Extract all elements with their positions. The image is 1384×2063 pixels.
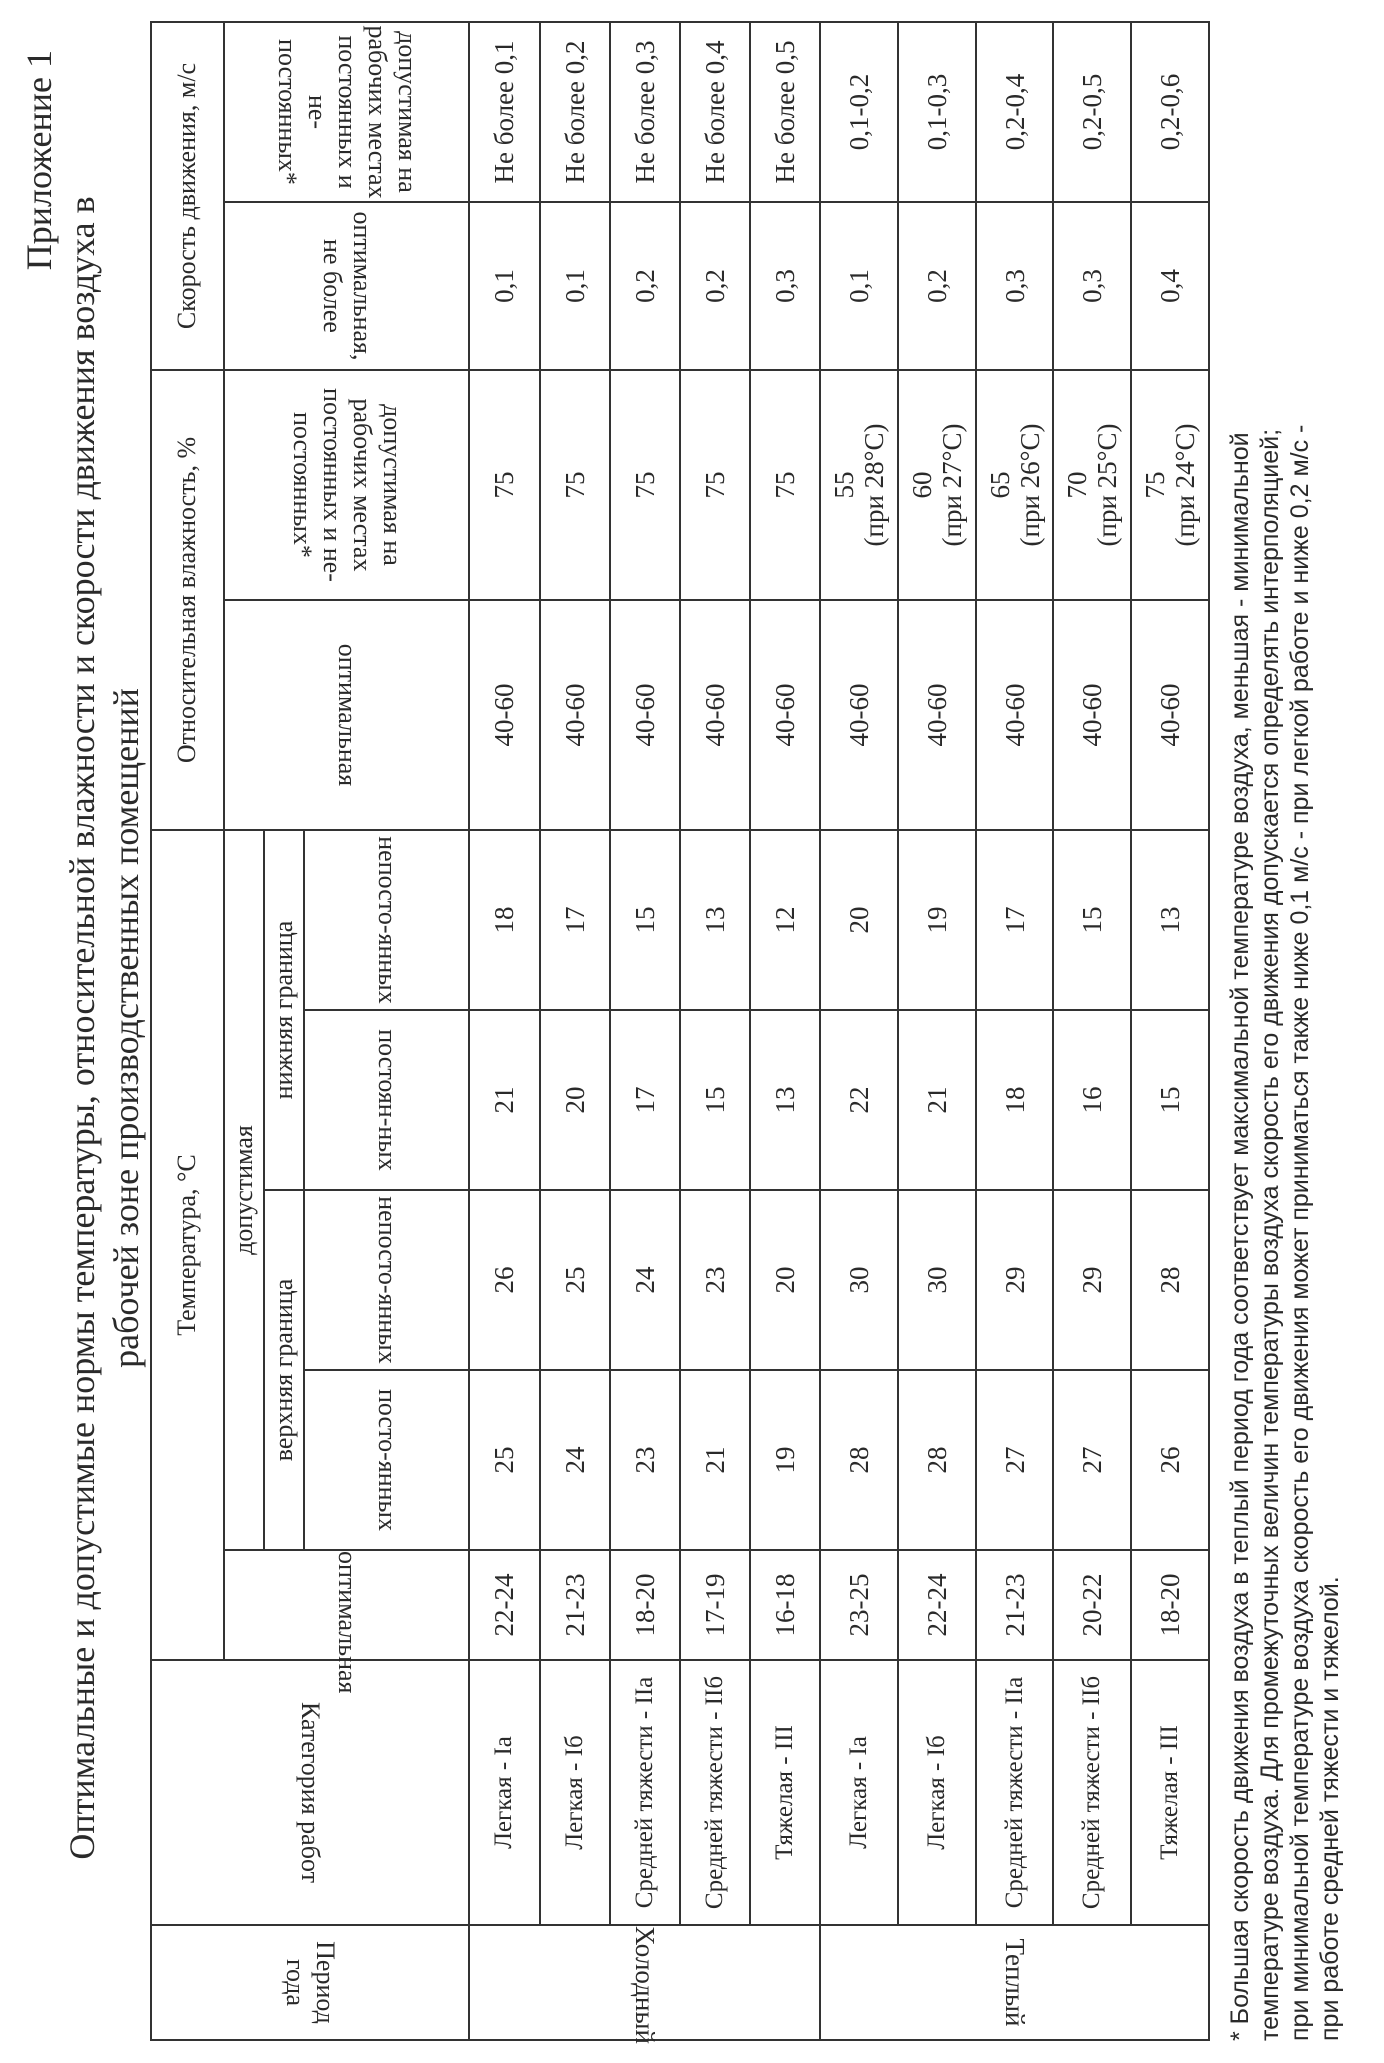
- humidity-optimal-cell: 40-60: [976, 600, 1054, 830]
- category-cell: Средней тяжести - IIб: [680, 1660, 750, 1925]
- temp-upper-nonpermanent-cell: 28: [1131, 1190, 1209, 1370]
- humidity-allowed-cell: [976, 370, 1054, 600]
- speed-optimal-cell: 0,4: [1131, 202, 1209, 370]
- header-upper-permanent: посто-янных: [304, 1370, 469, 1550]
- temp-optimal-cell: 21-23: [540, 1550, 610, 1660]
- category-cell: Тяжелая - III: [750, 1660, 820, 1925]
- speed-allowed-cell: 0,1-0,2: [820, 22, 898, 202]
- category-cell: Средней тяжести - IIб: [1053, 1660, 1131, 1925]
- temp-lower-permanent-cell: 21: [469, 1010, 539, 1190]
- speed-optimal-cell: 0,1: [820, 202, 898, 370]
- norms-table: [150, 21, 1210, 2044]
- header-upper-bound: верхняя граница: [264, 1190, 304, 1550]
- temp-optimal-cell: 18-20: [1131, 1550, 1209, 1660]
- humidity-allowed-value: 60: [906, 471, 937, 499]
- humidity-allowed-condition: (при 26°С): [1014, 423, 1045, 547]
- speed-optimal-cell: 0,2: [680, 202, 750, 370]
- humidity-allowed-cell: 75: [540, 370, 610, 600]
- table-row: [750, 22, 820, 2040]
- humidity-optimal-cell: 40-60: [898, 600, 976, 830]
- temp-optimal-cell: 20-22: [1053, 1550, 1131, 1660]
- temp-lower-nonpermanent-cell: 20: [820, 830, 898, 1010]
- humidity-allowed-cell: [898, 370, 976, 600]
- temp-upper-permanent-cell: 28: [898, 1370, 976, 1550]
- humidity-allowed-condition: (при 27°С): [936, 423, 967, 547]
- temp-lower-nonpermanent-cell: 13: [1131, 830, 1209, 1010]
- temp-lower-nonpermanent-cell: 17: [976, 830, 1054, 1010]
- header-temp-optimal: оптимальная: [224, 1550, 470, 1660]
- speed-allowed-cell: Не более 0,4: [680, 22, 750, 202]
- temp-optimal-cell: 23-25: [820, 1550, 898, 1660]
- temp-lower-permanent-cell: 15: [1131, 1010, 1209, 1190]
- humidity-allowed-cell: 75: [680, 370, 750, 600]
- header-lower-permanent: постоян-ных: [304, 1010, 469, 1190]
- humidity-allowed-cell: [1131, 370, 1209, 600]
- temp-lower-nonpermanent-cell: 12: [750, 830, 820, 1010]
- humidity-allowed-value: 70: [1062, 471, 1093, 499]
- temp-upper-permanent-cell: 25: [469, 1370, 539, 1550]
- temp-upper-permanent-cell: 27: [1053, 1370, 1131, 1550]
- temp-upper-permanent-cell: 24: [540, 1370, 610, 1550]
- temp-lower-nonpermanent-cell: 19: [898, 830, 976, 1010]
- header-temperature: Температура, °С: [151, 830, 224, 1660]
- speed-allowed-cell: Не более 0,5: [750, 22, 820, 202]
- table-row: [976, 22, 1054, 2040]
- temp-lower-nonpermanent-cell: 17: [540, 830, 610, 1010]
- header-humidity-allowed: допустимая на рабочих местах постоянных и не-постоянных*: [224, 370, 470, 600]
- temp-upper-permanent-cell: 21: [680, 1370, 750, 1550]
- header-humidity-optimal: оптимальная: [224, 600, 470, 830]
- temp-upper-permanent-cell: 27: [976, 1370, 1054, 1550]
- humidity-allowed-cell: 75: [610, 370, 680, 600]
- header-category: Категория работ: [151, 1660, 469, 1925]
- humidity-allowed-cell: 75: [750, 370, 820, 600]
- speed-allowed-cell: Не более 0,3: [610, 22, 680, 202]
- title-line-1: Оптимальные и допустимые нормы температуры, относительной влажности и скорости движения воздуха в: [62, 196, 102, 1860]
- table-row: [610, 22, 680, 2040]
- speed-optimal-cell: 0,2: [898, 202, 976, 370]
- speed-optimal-cell: 0,1: [469, 202, 539, 370]
- temp-lower-permanent-cell: 15: [680, 1010, 750, 1190]
- temp-lower-permanent-cell: 21: [898, 1010, 976, 1190]
- table-row: [898, 22, 976, 2040]
- speed-allowed-cell: 0,2-0,6: [1131, 22, 1209, 202]
- speed-optimal-cell: 0,3: [750, 202, 820, 370]
- humidity-optimal-cell: 40-60: [540, 600, 610, 830]
- temp-upper-nonpermanent-cell: 30: [820, 1190, 898, 1370]
- category-cell: Легкая - Iа: [469, 1660, 539, 1925]
- temp-lower-permanent-cell: 20: [540, 1010, 610, 1190]
- table-row: [540, 22, 610, 2040]
- table-row: [820, 22, 898, 2040]
- temp-optimal-cell: 16-18: [750, 1550, 820, 1660]
- category-cell: Легкая - Iб: [898, 1660, 976, 1925]
- header-speed-allowed: допустимая на рабочих местах постоянных и не-постоянных*: [224, 22, 470, 202]
- temp-lower-permanent-cell: 22: [820, 1010, 898, 1190]
- category-cell: Легкая - Iб: [540, 1660, 610, 1925]
- footnote-line: при работе средней тяжести и тяжелой.: [1316, 1576, 1344, 2041]
- temp-optimal-cell: 18-20: [610, 1550, 680, 1660]
- humidity-allowed-condition: (при 28°С): [859, 423, 890, 547]
- period-warm-cell: Теплый: [820, 1925, 1209, 2040]
- temp-upper-permanent-cell: 19: [750, 1370, 820, 1550]
- speed-allowed-cell: Не более 0,2: [540, 22, 610, 202]
- footnote-line: * Большая скорость движения воздуха в теплый период года соответствует максимальной температуре воздуха, меньшая - минимальной: [1226, 432, 1254, 2041]
- temp-lower-nonpermanent-cell: 13: [680, 830, 750, 1010]
- temp-lower-permanent-cell: 16: [1053, 1010, 1131, 1190]
- document-title: [60, 53, 148, 2003]
- temp-upper-permanent-cell: 26: [1131, 1370, 1209, 1550]
- speed-optimal-cell: 0,1: [540, 202, 610, 370]
- header-speed-optimal: оптимальная, не более: [224, 202, 470, 370]
- header-humidity: Относительная влажность, %: [151, 370, 224, 830]
- temp-lower-nonpermanent-cell: 15: [610, 830, 680, 1010]
- temp-upper-permanent-cell: 23: [610, 1370, 680, 1550]
- humidity-optimal-cell: 40-60: [820, 600, 898, 830]
- humidity-optimal-cell: 40-60: [469, 600, 539, 830]
- humidity-allowed-cell: [1053, 370, 1131, 600]
- humidity-allowed-cell: [820, 370, 898, 600]
- category-cell: Тяжелая - III: [1131, 1660, 1209, 1925]
- speed-allowed-cell: 0,1-0,3: [898, 22, 976, 202]
- humidity-optimal-cell: 40-60: [610, 600, 680, 830]
- appendix-label: Приложение 1: [19, 50, 59, 271]
- header-temp-allowed: допустимая: [224, 830, 264, 1550]
- table-row: [1053, 22, 1131, 2040]
- header-upper-nonpermanent: непосто-янных: [304, 1190, 469, 1370]
- temp-optimal-cell: 22-24: [469, 1550, 539, 1660]
- temp-lower-nonpermanent-cell: 18: [469, 830, 539, 1010]
- footnote-line: температуре воздуха. Для промежуточных величин температуры воздуха скорость его движения допускается определять интерполяцией;: [1256, 428, 1284, 2041]
- table-row: [469, 22, 539, 2040]
- category-cell: Средней тяжести - IIа: [610, 1660, 680, 1925]
- humidity-allowed-value: 65: [984, 471, 1015, 499]
- temp-upper-nonpermanent-cell: 26: [469, 1190, 539, 1370]
- temp-upper-permanent-cell: 28: [820, 1370, 898, 1550]
- temp-lower-permanent-cell: 18: [976, 1010, 1054, 1190]
- period-cold-cell: Холодный: [469, 1925, 820, 2040]
- speed-allowed-cell: 0,2-0,4: [976, 22, 1054, 202]
- temp-lower-permanent-cell: 17: [610, 1010, 680, 1190]
- temp-upper-nonpermanent-cell: 24: [610, 1190, 680, 1370]
- table-row: [1131, 22, 1209, 2040]
- speed-optimal-cell: 0,3: [976, 202, 1054, 370]
- humidity-allowed-cell: 75: [469, 370, 539, 600]
- temp-optimal-cell: 17-19: [680, 1550, 750, 1660]
- temp-upper-nonpermanent-cell: 20: [750, 1190, 820, 1370]
- humidity-allowed-condition: (при 24°С): [1170, 423, 1201, 547]
- temp-upper-nonpermanent-cell: 29: [976, 1190, 1054, 1370]
- speed-allowed-cell: Не более 0,1: [469, 22, 539, 202]
- temp-lower-nonpermanent-cell: 15: [1053, 830, 1131, 1010]
- speed-optimal-cell: 0,3: [1053, 202, 1131, 370]
- temp-lower-permanent-cell: 13: [750, 1010, 820, 1190]
- humidity-optimal-cell: 40-60: [750, 600, 820, 830]
- table-row: [680, 22, 750, 2040]
- temp-upper-nonpermanent-cell: 25: [540, 1190, 610, 1370]
- humidity-optimal-cell: 40-60: [1053, 600, 1131, 830]
- category-cell: Средней тяжести - IIа: [976, 1660, 1054, 1925]
- humidity-optimal-cell: 40-60: [680, 600, 750, 830]
- humidity-allowed-value: 75: [1140, 471, 1171, 499]
- header-lower-nonpermanent: непосто-янных: [304, 830, 469, 1010]
- speed-allowed-cell: 0,2-0,5: [1053, 22, 1131, 202]
- humidity-optimal-cell: 40-60: [1131, 600, 1209, 830]
- temp-upper-nonpermanent-cell: 29: [1053, 1190, 1131, 1370]
- header-lower-bound: нижняя граница: [264, 830, 304, 1190]
- temp-upper-nonpermanent-cell: 30: [898, 1190, 976, 1370]
- title-line-2: рабочей зоне производственных помещений: [106, 688, 146, 1368]
- header-speed: Скорость движения, м/с: [151, 22, 224, 370]
- footnote: [1225, 21, 1345, 2041]
- humidity-allowed-value: 55: [829, 471, 860, 499]
- header-period: Период года: [151, 1925, 469, 2040]
- temp-optimal-cell: 21-23: [976, 1550, 1054, 1660]
- humidity-allowed-condition: (при 25°С): [1092, 423, 1123, 547]
- footnote-line: при минимальной температуре воздуха скорость его движения может приниматься также ниже 0,1 м/с - при легкой работе и ниже 0,2 м/с -: [1286, 424, 1314, 2041]
- category-cell: Легкая - Iа: [820, 1660, 898, 1925]
- temp-upper-nonpermanent-cell: 23: [680, 1190, 750, 1370]
- speed-optimal-cell: 0,2: [610, 202, 680, 370]
- temp-optimal-cell: 22-24: [898, 1550, 976, 1660]
